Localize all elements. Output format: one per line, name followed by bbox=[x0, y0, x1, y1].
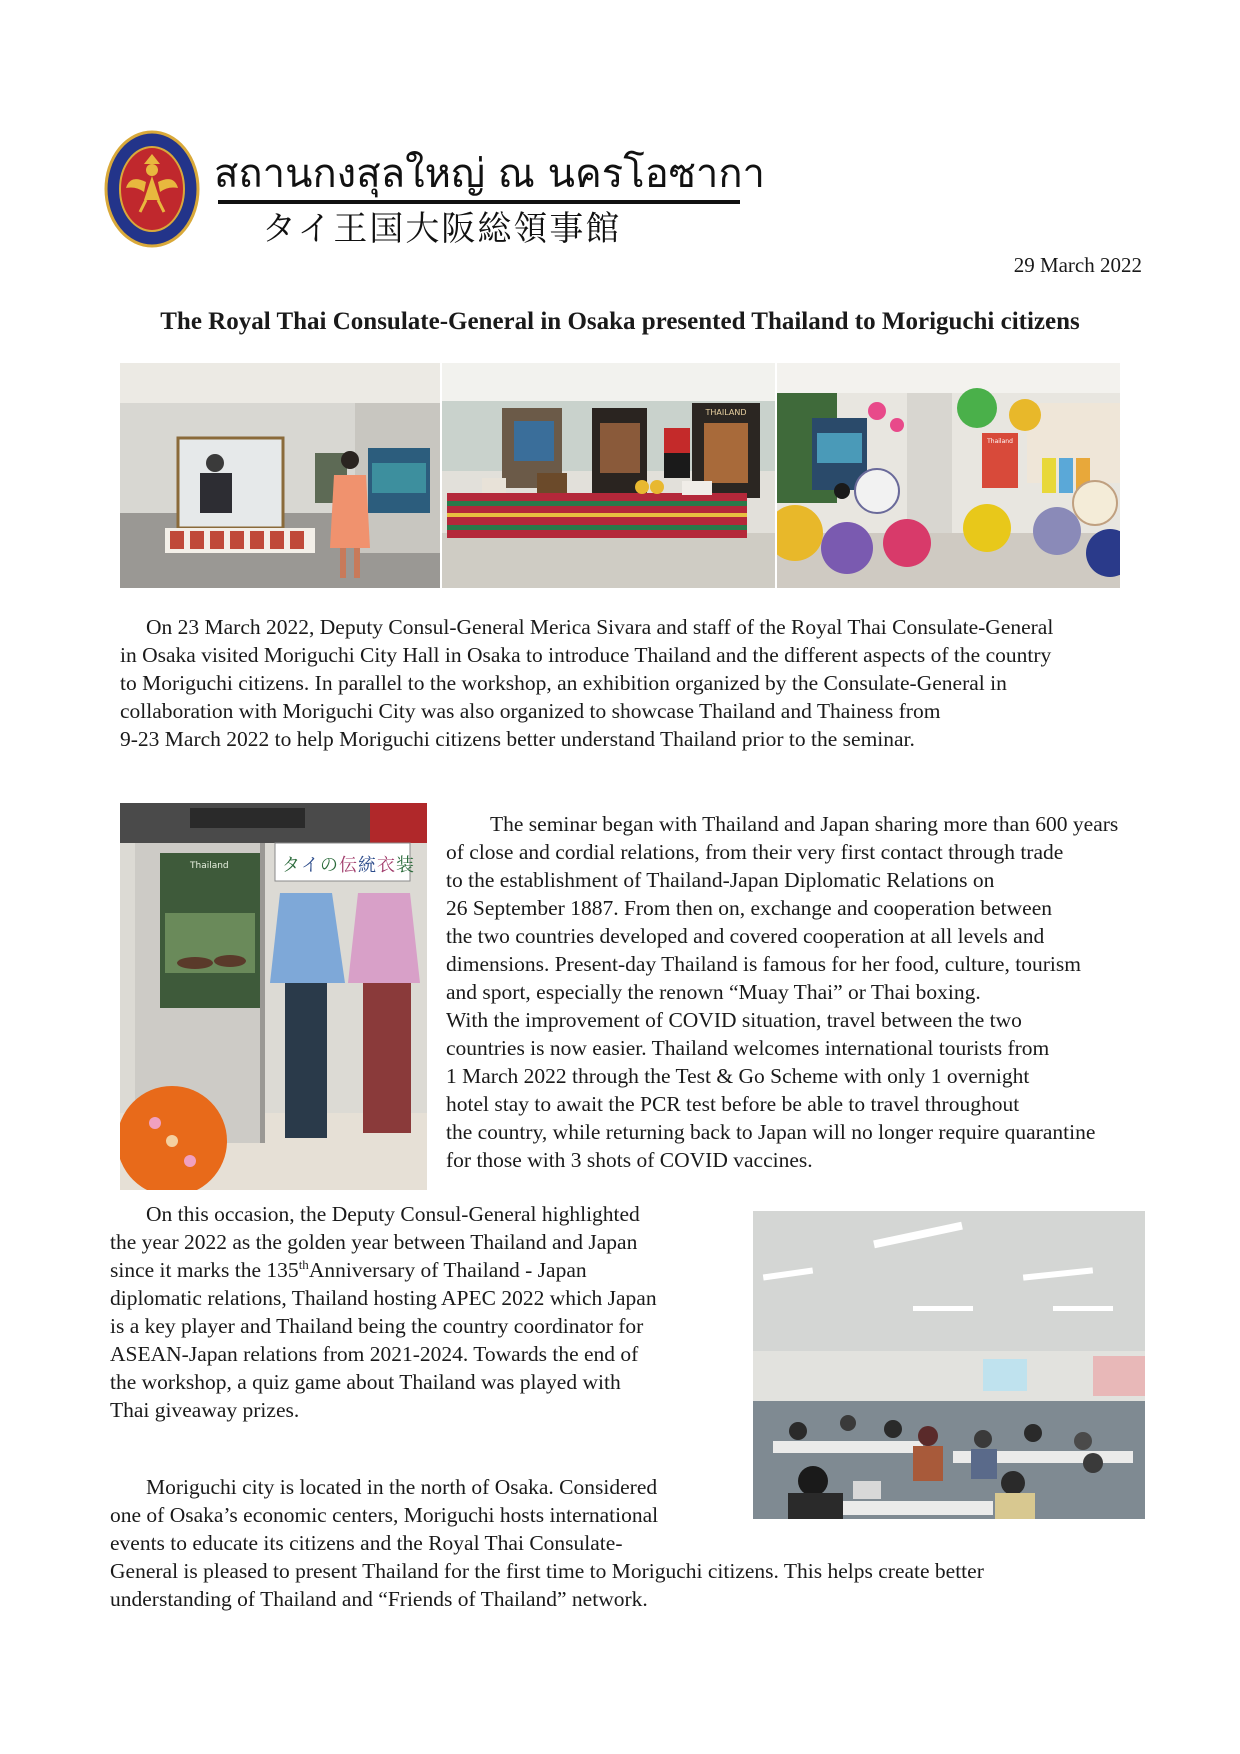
consulate-seal bbox=[104, 130, 200, 248]
text-line: countries is now easier. Thailand welcomes international tourists from bbox=[446, 1036, 1050, 1060]
poster-boat-label: Thailand bbox=[190, 861, 229, 871]
text-line: On this occasion, the Deputy Consul-General highlighted bbox=[146, 1202, 640, 1226]
poster-label: THAILAND bbox=[705, 408, 747, 417]
paragraph-moriguchi bbox=[110, 1473, 984, 1613]
text-line: and sport, especially the renown “Muay Thai” or Thai boxing. bbox=[446, 980, 981, 1004]
text-line: understanding of Thailand and “Friends of Thailand” network. bbox=[110, 1587, 648, 1611]
text-line: in Osaka visited Moriguchi City Hall in Osaka to introduce Thailand and the different aspects of the country bbox=[120, 643, 1052, 667]
text-line: the year 2022 as the golden year between Thailand and Japan bbox=[110, 1230, 638, 1254]
text-line: events to educate its citizens and the Royal Thai Consulate- bbox=[110, 1531, 623, 1555]
paragraph-seminar bbox=[446, 810, 1118, 1174]
text-line: The seminar began with Thailand and Japan sharing more than 600 years bbox=[490, 812, 1119, 836]
text-line-anniversary bbox=[110, 1256, 657, 1284]
paragraph-golden-year bbox=[110, 1200, 657, 1424]
text-line: ASEAN-Japan relations from 2021-2024. Towards the end of bbox=[110, 1342, 639, 1366]
text-line: With the improvement of COVID situation, travel between the two bbox=[446, 1008, 1022, 1032]
text-line: 1 March 2022 through the Test & Go Scheme with only 1 overnight bbox=[446, 1064, 1030, 1088]
text-line: 26 September 1887. From then on, exchange and cooperation between bbox=[446, 896, 1052, 920]
text-line: to Moriguchi citizens. In parallel to the workshop, an exhibition organized by the Consulate-General in bbox=[120, 671, 1007, 695]
banner-char: 装 bbox=[396, 855, 414, 876]
banner-char: の bbox=[320, 855, 338, 876]
text-line: the country, while returning back to Japan will no longer require quarantine bbox=[446, 1120, 1096, 1144]
banner-char: 統 bbox=[358, 855, 376, 876]
text-line: collaboration with Moriguchi City was also organized to showcase Thailand and Thainess from bbox=[120, 699, 941, 723]
text-line: hotel stay to await the PCR test before be able to travel throughout bbox=[446, 1092, 1020, 1116]
text-line: the two countries developed and covered cooperation at all levels and bbox=[446, 924, 1045, 948]
banner-char: 衣 bbox=[377, 855, 395, 876]
document-date: 29 March 2022 bbox=[1013, 253, 1142, 277]
text-fragment: Anniversary of Thailand - Japan bbox=[308, 1258, 587, 1282]
text-line: diplomatic relations, Thailand hosting APEC 2022 which Japan bbox=[110, 1286, 657, 1310]
text-line: On 23 March 2022, Deputy Consul-General Merica Sivara and staff of the Royal Thai Consulate-General bbox=[146, 615, 1054, 639]
photo-traditional-costumes bbox=[120, 803, 427, 1190]
text-line: the workshop, a quiz game about Thailand was played with bbox=[110, 1370, 621, 1394]
letterhead-rule bbox=[218, 200, 740, 204]
text-line: General is pleased to present Thailand for the first time to Moriguchi citizens. This helps create better bbox=[110, 1559, 984, 1583]
banner-char: タ bbox=[282, 855, 300, 876]
poster-small-label: Thailand bbox=[987, 438, 1013, 445]
text-line: Thai giveaway prizes. bbox=[110, 1398, 300, 1422]
garuda-emblem-icon bbox=[104, 130, 200, 248]
consulate-thai-name: สถานกงสุลใหญ่ ณ นครโอซากา bbox=[214, 151, 766, 197]
photo-presenter bbox=[120, 363, 440, 588]
text-line: dimensions. Present-day Thailand is famous for her food, culture, tourism bbox=[446, 952, 1081, 976]
headline: The Royal Thai Consulate-General in Osaka presented Thailand to Moriguchi citizens bbox=[160, 308, 1080, 335]
banner-char: 伝 bbox=[339, 855, 357, 876]
consulate-japanese-name: タイ王国大阪総領事館 bbox=[262, 209, 622, 249]
text-line: of close and cordial relations, from their very first contact through trade bbox=[446, 840, 1064, 864]
text-line: to the establishment of Thailand-Japan Diplomatic Relations on bbox=[446, 868, 995, 892]
text-line: is a key player and Thailand being the country coordinator for bbox=[110, 1314, 644, 1338]
text-fragment: since it marks the 135 bbox=[110, 1258, 299, 1282]
paragraph-intro bbox=[120, 613, 1053, 753]
photo-umbrellas bbox=[777, 363, 1120, 588]
banner-char: イ bbox=[301, 855, 319, 876]
ordinal-suffix: th bbox=[298, 1256, 309, 1272]
text-line: 9-23 March 2022 to help Moriguchi citizens better understand Thailand prior to the seminar. bbox=[120, 727, 915, 751]
text-line: Moriguchi city is located in the north of Osaka. Considered bbox=[146, 1475, 658, 1499]
text-line: for those with 3 shots of COVID vaccines. bbox=[446, 1148, 813, 1172]
photo-exhibition-table bbox=[442, 363, 775, 588]
text-line: one of Osaka’s economic centers, Moriguchi hosts international bbox=[110, 1503, 659, 1527]
